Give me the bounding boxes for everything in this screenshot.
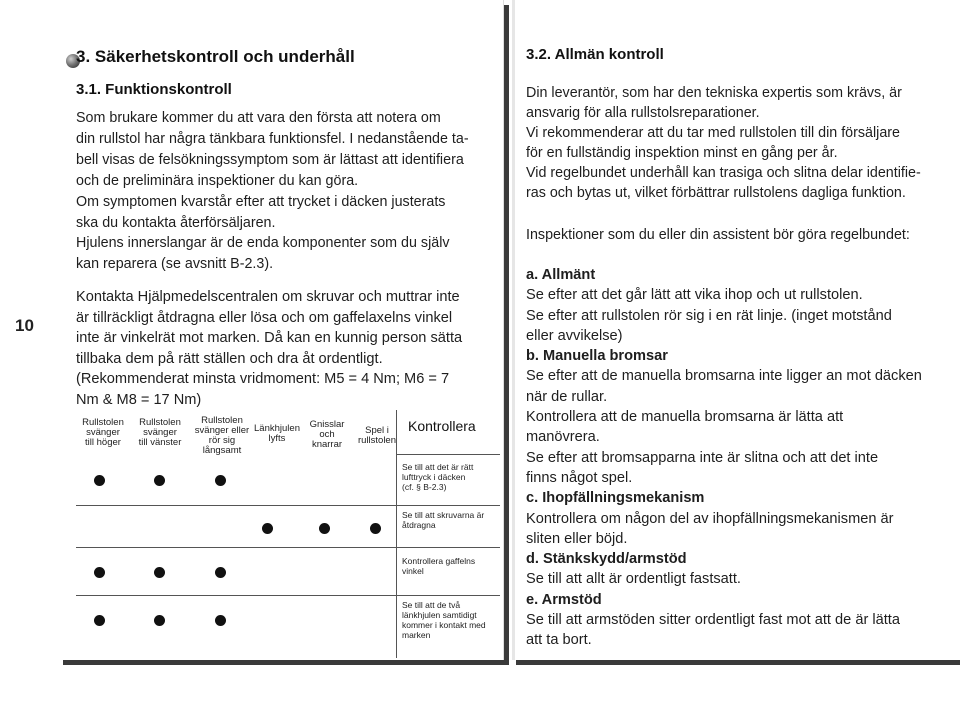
control-cell: Se till att de två länkhjulen samtidigt kommer i kontakt med marken xyxy=(402,600,486,640)
text-line: Vi rekommenderar att du tar med rullstolen till din försäljare xyxy=(526,125,901,141)
text-line: din rullstol har några tänkbara funktionsfel. I nedanstående ta- xyxy=(76,131,469,147)
section-title: e. Armstöd xyxy=(526,591,602,608)
text-line: eller avvikelse) xyxy=(526,327,623,344)
table-mark xyxy=(370,523,381,534)
section-title: d. Stänkskydd/armstöd xyxy=(526,551,687,568)
text-line: Se efter att bromsapparna inte är slitna och att det inte xyxy=(526,449,879,466)
text-line: finns något spel. xyxy=(526,469,633,486)
paragraph-inspections: Inspektioner som du eller din assistent bör göra regelbundet: xyxy=(526,227,910,243)
control-cell: Se till att det är rätt lufttryck i däcken (cf. § B-2.3) xyxy=(402,462,474,492)
text-line: Kontakta Hjälpmedelscentralen om skruvar och muttrar inte xyxy=(76,289,460,305)
row-divider xyxy=(76,547,500,548)
intro-paragraph xyxy=(76,108,496,192)
table-header: Rullstolen svänger till höger xyxy=(82,417,124,448)
row-divider xyxy=(76,505,500,506)
table-mark xyxy=(215,615,226,626)
table-mark xyxy=(215,475,226,486)
text-line: Vid regelbundet underhåll kan trasiga och slitna delar identifie- xyxy=(526,165,921,181)
text-line: manövrera. xyxy=(526,429,600,446)
text-line: Hjulens innerslangar är de enda komponenter som du själv xyxy=(76,235,450,251)
text-line: Om symptomen kvarstår efter att trycket i däcken justerats xyxy=(76,194,446,210)
controls-header: Kontrollera xyxy=(408,418,476,434)
section-d xyxy=(526,549,946,590)
paragraph-general xyxy=(526,83,946,203)
section-heading-general: 3.2. Allmän kontroll xyxy=(526,46,664,63)
table-mark xyxy=(154,615,165,626)
page-margin xyxy=(0,0,58,706)
section-c xyxy=(526,488,946,549)
text-line: Se till att allt är ordentligt fastsatt. xyxy=(526,571,741,588)
table-header: Spel i rullstolen xyxy=(357,425,397,446)
table-header: Rullstolen svänger eller rör sig långsamt xyxy=(194,415,250,456)
row-divider xyxy=(76,595,500,596)
table-header: Länkhjulen lyfts xyxy=(254,423,300,444)
paragraph-symptoms xyxy=(76,192,496,234)
text-line: Se efter att de manuella bromsarna inte ligger an mot däcken xyxy=(526,368,922,385)
text-line: för en fullständig inspektion minst en gång per år. xyxy=(526,145,838,161)
control-cell: Kontrollera gaffelns vinkel xyxy=(402,556,476,576)
text-line: kan reparera (se avsnitt B-2.3). xyxy=(76,256,274,272)
text-line: Kontrollera att de manuella bromsarna är lätta att xyxy=(526,409,844,426)
row-divider xyxy=(396,454,500,455)
section-a xyxy=(526,265,946,346)
text-line: Som brukare kommer du att vara den första att notera om xyxy=(76,110,441,126)
text-line: ansvarig för alla rullstolsreparationer. xyxy=(526,105,760,121)
text-line: Se efter att det går lätt att vika ihop och ut rullstolen. xyxy=(526,287,863,304)
control-cell: Se till att skruvarna är åtdragna xyxy=(402,510,485,530)
table-header: Rullstolen svänger till vänster xyxy=(138,417,182,448)
text-line: Din leverantör, som har den tekniska expertis som krävs, är xyxy=(526,85,902,101)
section-e xyxy=(526,590,946,651)
text-line: inte är vinkelrät mot marken. Då kan en kunnig person sätta xyxy=(76,330,463,346)
text-line: tillbaka dem på rätt ställen och dra åt ordentligt. xyxy=(76,350,383,367)
text-line: ska du kontakta återförsäljaren. xyxy=(76,215,276,231)
text-line: när de rullar. xyxy=(526,388,608,405)
table-mark xyxy=(154,475,165,486)
text-line: är tillräckligt åtdragna eller lösa och om gaffelaxelns vinkel xyxy=(76,309,453,326)
section-title: c. Ihopfällningsmekanism xyxy=(526,490,705,507)
table-mark xyxy=(154,567,165,578)
table-mark xyxy=(94,567,105,578)
page-number: 10 xyxy=(15,316,34,335)
inspection-list xyxy=(526,265,946,651)
table-mark xyxy=(319,523,330,534)
section-b xyxy=(526,346,946,488)
section-heading: 3. Säkerhetskontroll och underhåll xyxy=(76,47,355,66)
subsection-heading: 3.1. Funktionskontroll xyxy=(76,81,232,98)
section-title: b. Manuella bromsar xyxy=(526,348,668,365)
text-line: Nm & M8 = 17 Nm) xyxy=(76,391,202,408)
table-divider xyxy=(396,410,397,658)
text-line: Se efter att rullstolen rör sig i en rät linje. (inget motstånd xyxy=(526,307,892,324)
table-mark xyxy=(94,475,105,486)
table-header: Gnisslar och knarrar xyxy=(309,419,345,450)
text-line: ras och bytas ut, vilket förbättrar rullstolens dagliga funktion. xyxy=(526,185,906,201)
troubleshooting-table xyxy=(76,410,500,658)
paragraph-innertubes xyxy=(76,233,496,275)
table-mark xyxy=(215,567,226,578)
paragraph-contact xyxy=(76,287,496,410)
text-line: Se till att armstöden sitter ordentligt fast mot att de är lätta xyxy=(526,612,900,629)
table-mark xyxy=(94,615,105,626)
text-line: att ta bort. xyxy=(526,632,592,649)
text-line: Kontrollera om någon del av ihopfällningsmekanismen är xyxy=(526,510,894,527)
table-mark xyxy=(262,523,273,534)
text-line: bell visas de felsökningssymptom som är lättast att identifiera xyxy=(76,152,464,168)
text-line: och de preliminära inspektioner du kan göra. xyxy=(76,173,359,189)
text-line: (Rekommenderat minsta vridmoment: M5 = 4 Nm; M6 = 7 xyxy=(76,371,450,387)
text-line: sliten eller böjd. xyxy=(526,530,628,547)
section-title: a. Allmänt xyxy=(526,267,596,283)
